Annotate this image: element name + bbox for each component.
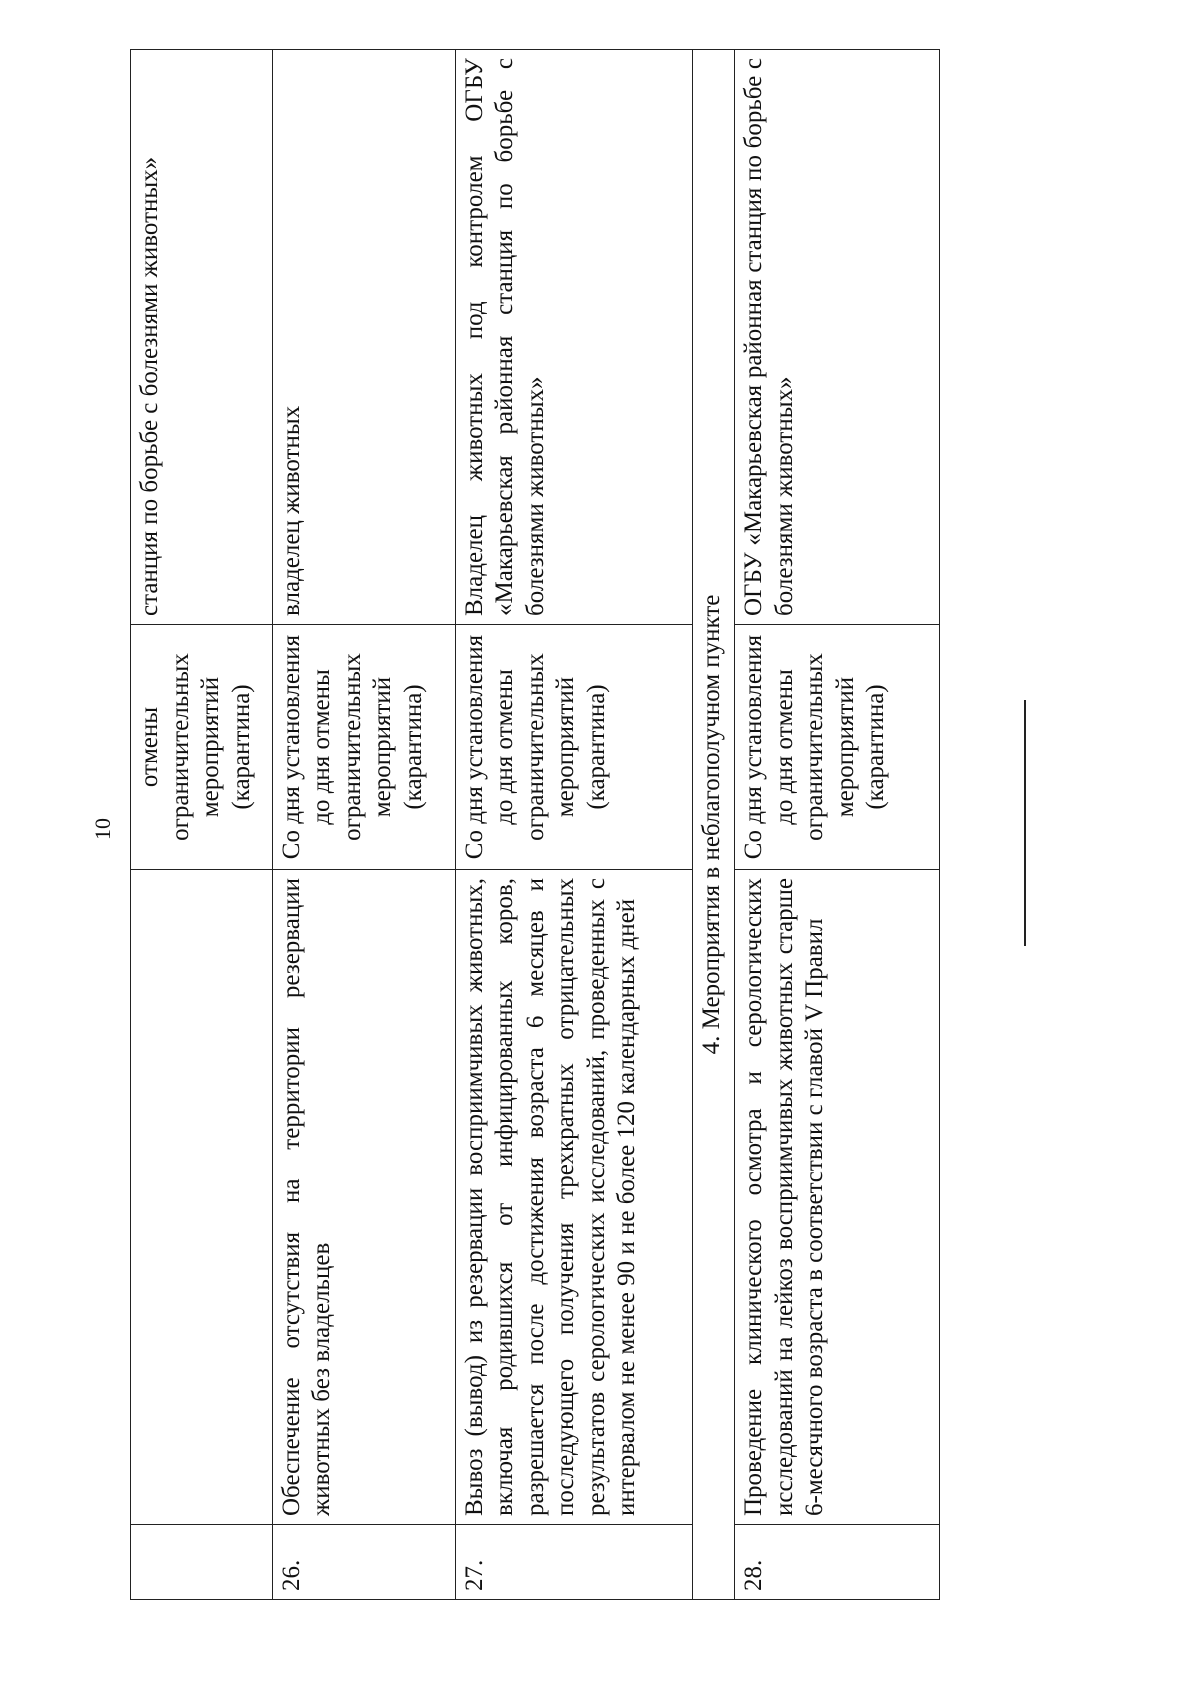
cell-activity: Обеспечение отсутствия на территории резервации животных без владельцев [272, 870, 455, 1525]
cell-activity: Вывоз (вывод) из резервации восприимчивых животных, включая родившихся от инфицированных коров, разрешается после достижения возраста 6 месяцев и последующего получения трехкратных отрицательных результатов серологических исследований, проведенных с интервалом не менее 90 и не более 120 календарных дней [455, 870, 692, 1525]
end-rule-line [1024, 700, 1026, 946]
cell-term: Со дня установления до дня отмены ограничительных мероприятий (карантина) [272, 625, 455, 870]
cell-responsible: станция по борьбе с болезнями животных» [131, 50, 273, 625]
cell-term: Со дня установления до дня отмены ограничительных мероприятий (карантина) [735, 625, 940, 870]
cell-number-empty [131, 1525, 273, 1600]
table-row-27 [455, 50, 692, 1600]
section-title: 4. Мероприятия в неблагополучном пункте [692, 50, 735, 1600]
table-row-section-header [692, 50, 735, 1600]
cell-responsible: ОГБУ «Макарьевская районная станция по борьбе с болезнями животных» [735, 50, 940, 625]
rotated-table-container [130, 50, 940, 1600]
page-number: 10 [90, 818, 115, 840]
table-row-28 [735, 50, 940, 1600]
cell-activity-empty [131, 870, 273, 1525]
cell-term: Со дня установления до дня отмены ограничительных мероприятий (карантина) [455, 625, 692, 870]
table-row-continuation [131, 50, 273, 1600]
cell-responsible: владелец животных [272, 50, 455, 625]
cell-responsible: Владелец животных под контролем ОГБУ «Макарьевская районная станция по борьбе с болезнями животных» [455, 50, 692, 625]
cell-number: 27. [455, 1525, 692, 1600]
table-row-26 [272, 50, 455, 1600]
cell-number: 28. [735, 1525, 940, 1600]
cell-term: отмены ограничительных мероприятий (карантина) [131, 625, 273, 870]
cell-number: 26. [272, 1525, 455, 1600]
measures-table [130, 49, 940, 1600]
cell-activity: Проведение клинического осмотра и серологических исследований на лейкоз восприимчивых животных старше 6-месячного возраста в соответствии с главой V Правил [735, 870, 940, 1525]
